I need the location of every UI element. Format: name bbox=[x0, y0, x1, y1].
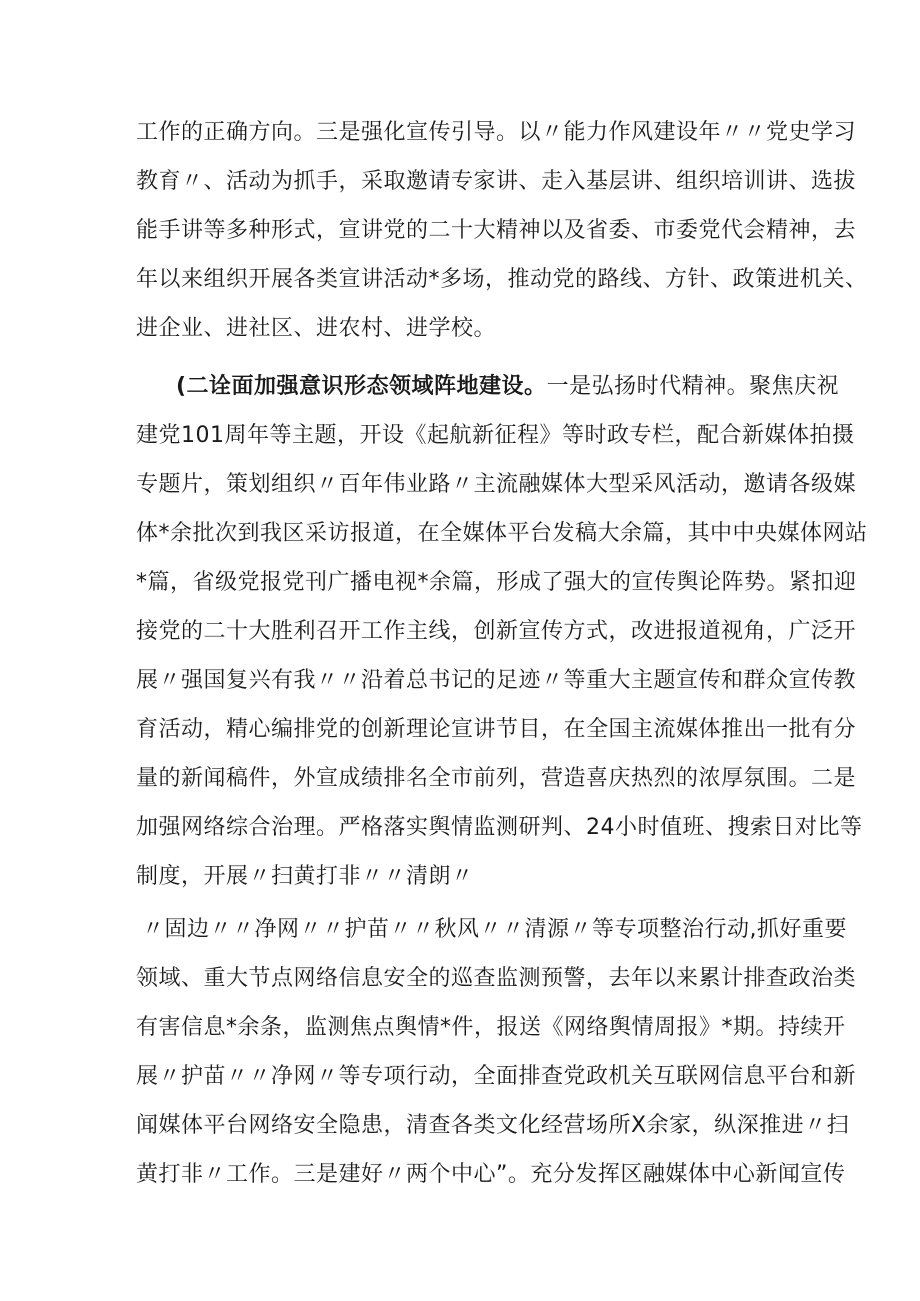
section-heading-continuation: 一是弘扬时代精神。聚焦庆祝 bbox=[546, 374, 840, 399]
text-line-9: 体*余批次到我区采访报道，在全媒体平台发稿大余篇，其中中央媒体网站 bbox=[136, 521, 868, 546]
text-line-7: 建党101周年等主题，开设《起航新征程》等时政专栏，配合新媒体拍摄 bbox=[136, 423, 855, 448]
text-line-12: 展〃强国复兴有我〃〃沿着总书记的足迹〃等重大主题宣传和群众宣传教 bbox=[136, 668, 857, 693]
text-line-2: 教育〃、活动为抓手，采取邀请专家讲、走入基层讲、组织培训讲、选拔 bbox=[136, 169, 857, 194]
text-line-5: 进企业、进社区、进农村、进学校。 bbox=[136, 316, 497, 341]
text-line-8: 专题片，策划组织〃百年伟业路〃主流融媒体大型采风活动，邀请各级媒 bbox=[136, 472, 857, 497]
text-line-14: 量的新闻稿件，外宣成绩排名全市前列，营造喜庆热烈的浓厚氛围。二是 bbox=[136, 766, 857, 791]
text-line-3: 能手讲等多种形式，宣讲党的二十大精神以及省委、市委党代会精神，去 bbox=[136, 218, 857, 243]
paragraph-2-first-line bbox=[176, 372, 840, 402]
text-line-22: 黄打非〃工作。三是建好〃两个中心”。充分发挥区融媒体中心新闻宣传 bbox=[136, 1162, 846, 1187]
text-line-1: 工作的正确方向。三是强化宣传引导。以〃能力作风建设年〃〃党史学习 bbox=[136, 120, 857, 145]
text-line-21: 闻媒体平台网络安全隐患，清查各类文化经营场所X余家，纵深推进〃扫 bbox=[136, 1113, 850, 1138]
text-line-4: 年以来组织开展各类宣讲活动*多场，推动党的路线、方针、政策进机关、 bbox=[136, 267, 868, 292]
text-line-19: 有害信息*余条，监测焦点舆情*件，报送《网络舆情周报》*期。持续开 bbox=[136, 1015, 846, 1040]
text-line-18: 领域、重大节点网络信息安全的巡查监测预警，去年以来累计排查政治类 bbox=[136, 966, 857, 991]
text-line-17: 〃固边〃〃净网〃〃护苗〃〃秋风〃〃清源〃等专项整治行动,抓好重要 bbox=[142, 917, 847, 942]
text-line-15: 加强网络综合治理。严格落实舆情监测研判、24小时值班、搜索日对比等 bbox=[136, 815, 863, 840]
section-heading: (二诠面加强意识形态领域阵地建设。 bbox=[176, 374, 547, 399]
text-line-16: 制度，开展〃扫黄打非〃〃清朗〃 bbox=[136, 864, 474, 889]
text-line-13: 育活动，精心编排党的创新理论宣讲节目，在全国主流媒体推出一批有分 bbox=[136, 717, 857, 742]
text-line-11: 接党的二十大胜利召开工作主线，创新宣传方式，改进报道视角，广泛开 bbox=[136, 619, 857, 644]
text-line-10: *篇，省级党报党刊广播电视*余篇，形成了强大的宣传舆论阵势。紧扣迎 bbox=[136, 570, 857, 595]
text-line-20: 展〃护苗〃〃净网〃等专项行动，全面排查党政机关互联网信息平台和新 bbox=[136, 1064, 857, 1089]
